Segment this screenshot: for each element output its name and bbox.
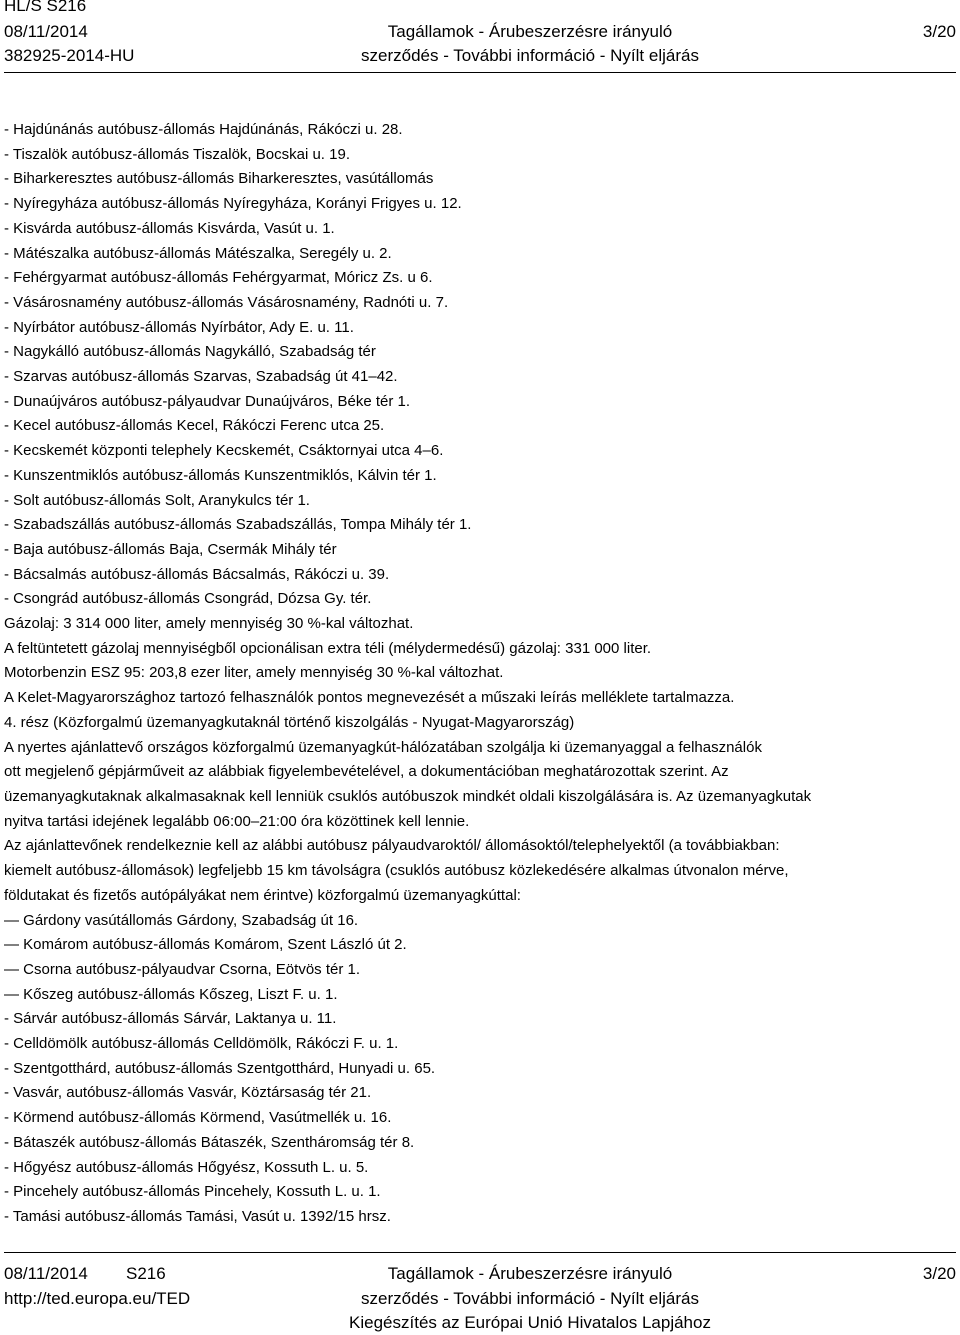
text-line: - Baja autóbusz-állomás Baja, Csermák Mihály tér <box>4 540 337 558</box>
text-line: — Komárom autóbusz-állomás Komárom, Szent László út 2. <box>4 936 407 954</box>
text-line: - Tiszalök autóbusz-állomás Tiszalök, Bocskai u. 19. <box>4 145 350 163</box>
footer-date: 08/11/2014 <box>4 1264 88 1283</box>
text-line: - Sárvár autóbusz-állomás Sárvár, Laktanya u. 11. <box>4 1010 337 1028</box>
text-line: Gázolaj: 3 314 000 liter, amely mennyiség 30 %-kal változhat. <box>4 615 414 633</box>
text-line: Az ajánlattevőnek rendelkeznie kell az alábbi autóbusz pályaudvaroktól/ állomásoktól/telephelyektől (a továbbiakban: <box>4 837 780 855</box>
text-line: - Solt autóbusz-állomás Solt, Aranykulcs tér 1. <box>4 491 310 509</box>
header-ref: 382925-2014-HU <box>4 46 135 65</box>
text-line: Motorbenzin ESZ 95: 203,8 ezer liter, amely mennyiség 30 %-kal változhat. <box>4 664 504 682</box>
text-line: - Bácsalmás autóbusz-állomás Bácsalmás, Rákóczi u. 39. <box>4 565 390 583</box>
document-body <box>4 118 956 1230</box>
text-line: - Körmend autóbusz-állomás Körmend, Vasútmellék u. 16. <box>4 1109 392 1127</box>
footer-code: S216 <box>126 1264 166 1283</box>
text-line: - Bátaszék autóbusz-állomás Bátaszék, Szentháromság tér 8. <box>4 1133 415 1151</box>
text-line: - Nagykálló autóbusz-állomás Nagykálló, Szabadság tér <box>4 343 376 361</box>
text-line: - Szentgotthárd, autóbusz-állomás Szentgotthárd, Hunyadi u. 65. <box>4 1059 436 1077</box>
text-line: - Celldömölk autóbusz-állomás Celldömölk, Rákóczi F. u. 1. <box>4 1035 399 1053</box>
text-line: - Nyírbátor autóbusz-állomás Nyírbátor, Ady E. u. 11. <box>4 318 354 336</box>
text-line: földutakat és fizetős autópályákat nem érintve) közforgalmú üzemanyagkúttal: <box>4 886 521 904</box>
text-line: A feltüntetett gázolaj mennyiségből opcionálisan extra téli (mélydermedésű) gázolaj: 331 000 liter. <box>4 639 652 657</box>
header-title-line1: Tagállamok - Árubeszerzésre irányuló <box>387 22 673 41</box>
footer-title-line2: szerződés - További információ - Nyílt eljárás <box>361 1289 699 1308</box>
text-line: nyitva tartási idejének legalább 06:00–21:00 óra közöttinek kell lennie. <box>4 812 470 830</box>
text-line: - Szarvas autóbusz-állomás Szarvas, Szabadság út 41–42. <box>4 368 398 386</box>
text-line: A nyertes ajánlattevő országos közforgalmú üzemanyagkút-hálózatában szolgálja ki üzemanyaggal a felhasználók <box>4 738 762 756</box>
text-line: — Gárdony vasútállomás Gárdony, Szabadság út 16. <box>4 911 359 929</box>
text-line: 4. rész (Közforgalmú üzemanyagkutaknál történő kiszolgálás - Nyugat-Magyarország) <box>4 713 575 731</box>
text-line: - Hőgyész autóbusz-állomás Hőgyész, Kossuth L. u. 5. <box>4 1158 369 1176</box>
text-line: - Kecskemét központi telephely Kecskemét, Csáktornyai utca 4–6. <box>4 442 444 460</box>
text-line: - Kecel autóbusz-állomás Kecel, Rákóczi Ferenc utca 25. <box>4 417 385 435</box>
header-date: 08/11/2014 <box>4 22 88 41</box>
text-line: üzemanyagkutaknak alkalmasaknak kell lenniük csuklós autóbuszok mindkét oldali kiszolgálására is. Az üzemanyagkutak <box>4 787 812 805</box>
text-line: - Tamási autóbusz-állomás Tamási, Vasút u. 1392/15 hrsz. <box>4 1207 391 1225</box>
doc-id: HL/S S216 <box>4 0 87 15</box>
text-line: ott megjelenő gépjárműveit az alábbiak figyelembevételével, a dokumentációban meghatározottak szerint. Az <box>4 763 729 781</box>
text-line: - Nyíregyháza autóbusz-állomás Nyíregyháza, Korányi Frigyes u. 12. <box>4 195 462 213</box>
footer-page-number: 3/20 <box>922 1264 956 1283</box>
header-divider <box>4 72 956 73</box>
footer-divider <box>4 1252 956 1253</box>
text-line: - Dunaújváros autóbusz-pályaudvar Dunaújváros, Béke tér 1. <box>4 392 411 410</box>
text-line: - Csongrád autóbusz-állomás Csongrád, Dózsa Gy. tér. <box>4 590 372 608</box>
header-title-line2: szerződés - További információ - Nyílt eljárás <box>361 46 699 65</box>
text-line: - Hajdúnánás autóbusz-állomás Hajdúnánás, Rákóczi u. 28. <box>4 121 403 138</box>
text-line: - Biharkeresztes autóbusz-állomás Biharkeresztes, vasútállomás <box>4 170 434 188</box>
text-line: - Vasvár, autóbusz-állomás Vasvár, Köztársaság tér 21. <box>4 1084 372 1102</box>
text-line: - Fehérgyarmat autóbusz-állomás Fehérgyarmat, Móricz Zs. u 6. <box>4 269 433 287</box>
text-line: - Mátészalka autóbusz-állomás Mátészalka, Seregély u. 2. <box>4 244 392 262</box>
footer-url[interactable]: http://ted.europa.eu/TED <box>4 1289 191 1308</box>
text-line: — Kőszeg autóbusz-állomás Kőszeg, Liszt F. u. 1. <box>4 985 338 1003</box>
text-line: - Kunszentmiklós autóbusz-állomás Kunszentmiklós, Kálvin tér 1. <box>4 466 437 484</box>
text-line: - Kisvárda autóbusz-állomás Kisvárda, Vasút u. 1. <box>4 219 335 237</box>
footer-title-line3: Kiegészítés az Európai Unió Hivatalos Lapjához <box>349 1313 711 1332</box>
text-line: A Kelet-Magyarországhoz tartozó felhasználók pontos megnevezését a műszaki leírás melléklete tartalmazza. <box>4 689 735 707</box>
text-line: - Szabadszállás autóbusz-állomás Szabadszállás, Tompa Mihály tér 1. <box>4 516 472 534</box>
text-line: - Pincehely autóbusz-állomás Pincehely, Kossuth L. u. 1. <box>4 1183 381 1201</box>
footer-title-line1: Tagállamok - Árubeszerzésre irányuló <box>387 1264 673 1283</box>
text-line: kiemelt autóbusz-állomások) legfeljebb 15 km távolságra (csuklós autóbusz közlekedésére alkalmas útvonalon mérve, <box>4 862 789 880</box>
text-line: — Csorna autóbusz-pályaudvar Csorna, Eötvös tér 1. <box>4 960 361 978</box>
header-page-number: 3/20 <box>922 22 956 41</box>
text-line: - Vásárosnamény autóbusz-állomás Vásárosnamény, Radnóti u. 7. <box>4 293 449 311</box>
